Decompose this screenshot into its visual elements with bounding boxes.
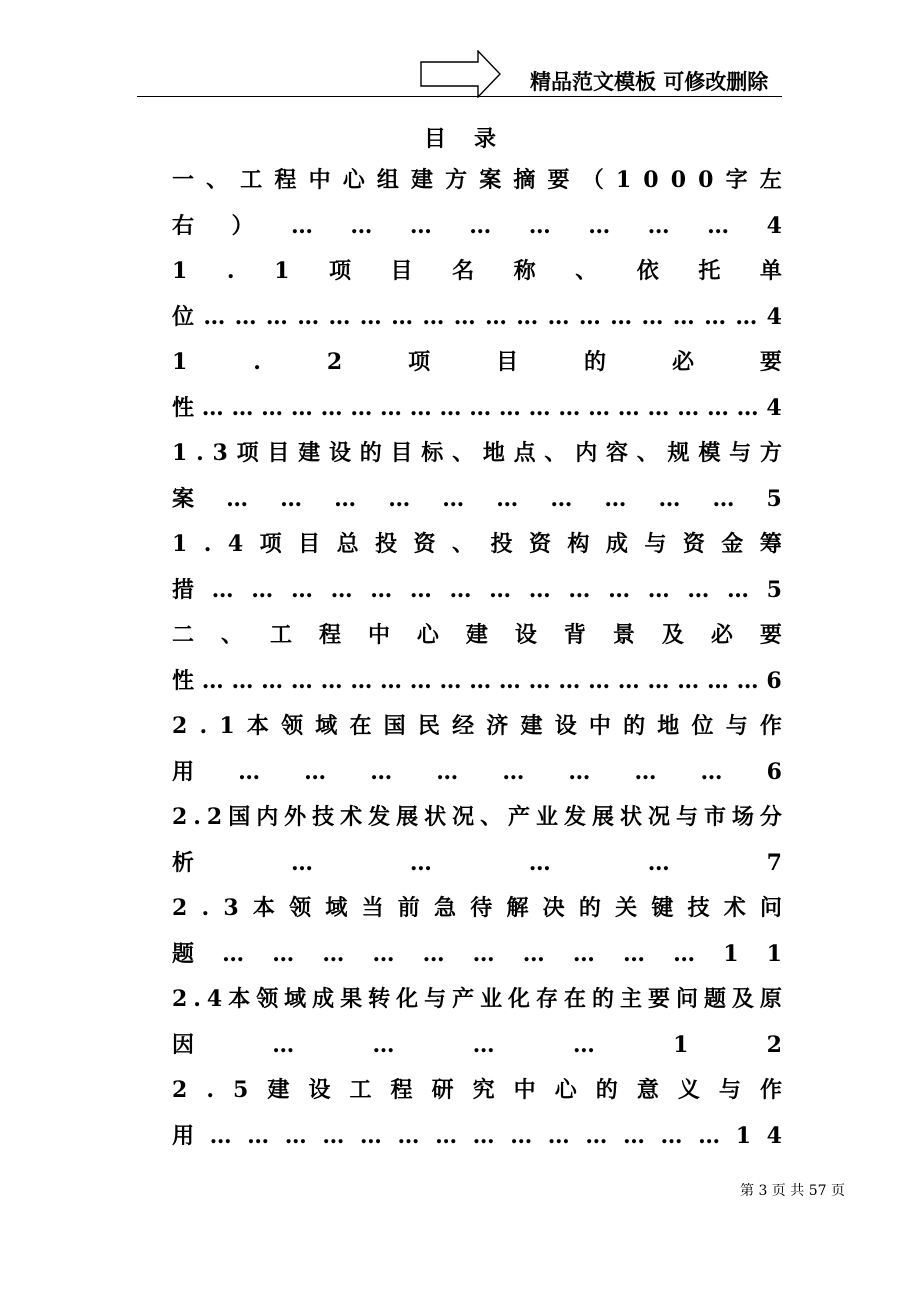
toc-line-text: 2 . 5 建 设 工 程 研 究 中 心 的 意 义 与 作 [172,1077,782,1103]
table-of-contents [172,158,782,1159]
toc-line-text: 措 … … … … … … … … … … … … … … 5 [172,576,782,603]
toc-line-text: 析 … … … … 7 [172,849,782,876]
toc-line[interactable] [172,613,782,659]
toc-line-text: 2 . 3 本 领 域 当 前 急 待 解 决 的 关 键 技 术 问 [172,895,782,921]
toc-line-text: 题 … … … … … … … … … … 1 1 [172,940,782,967]
toc-line-text: 用 … … … … … … … … 6 [172,758,782,785]
toc-line-text: 1 . 4 项 目 总 投 资 、 投 资 构 成 与 资 金 筹 [172,531,782,557]
header-title: 精品范文模板 可修改删除 [530,70,769,94]
toc-line[interactable] [172,886,782,932]
toc-line-text: 用 … … … … … … … … … … … … … … 1 4 [172,1122,782,1149]
toc-line-text: 性 … … … … … … … … … … … … … … … … … … … 6 [172,667,782,694]
toc-line[interactable] [172,249,782,295]
toc-line-text: 因 … … … … 1 2 [172,1031,782,1058]
toc-line[interactable] [172,704,782,750]
toc-line-text: 1 . 2 项 目 的 必 要 [172,349,782,375]
toc-line-text: 1 . 3 项 目 建 设 的 目 标 、 地 点 、 内 容 、 规 模 与 方 [172,440,782,466]
page-footer: 第 3 页 共 57 页 [740,1183,845,1199]
toc-line[interactable] [172,1023,782,1069]
toc-line[interactable] [172,522,782,568]
toc-line[interactable] [172,659,782,705]
toc-line[interactable] [172,204,782,250]
toc-line-text: 性 … … … … … … … … … … … … … … … … … … … 4 [172,394,782,421]
toc-line-text: 1 . 1 项 目 名 称 、 依 托 单 [172,258,782,284]
toc-line-text: 一 、 工 程 中 心 组 建 方 案 摘 要 （ 1 0 0 0 字 左 [172,167,782,193]
toc-line-text: 2 . 4 本 领 域 成 果 转 化 与 产 业 化 存 在 的 主 要 问 题 及 原 [172,986,782,1012]
toc-title-text: 目录 [423,126,524,152]
header-rule [137,96,782,97]
toc-line-text: 2 . 1 本 领 域 在 国 民 经 济 建 设 中 的 地 位 与 作 [172,713,782,739]
toc-line-text: 案 … … … … … … … … … … 5 [172,485,782,512]
toc-line-text: 2 . 2 国 内 外 技 术 发 展 状 况 、 产 业 发 展 状 况 与 市 场 分 [172,804,782,830]
toc-line[interactable] [172,431,782,477]
toc-line-text: 右 ） … … … … … … … … 4 [172,212,782,239]
toc-line-text: 位 … … … … … … … … … … … … … … … … … … 4 [172,303,782,330]
toc-line-text: 二 、 工 程 中 心 建 设 背 景 及 必 要 [172,622,782,648]
toc-title [0,122,920,153]
toc-line[interactable] [172,568,782,614]
toc-line[interactable] [172,750,782,796]
toc-line[interactable] [172,795,782,841]
toc-line[interactable] [172,932,782,978]
toc-line[interactable] [172,841,782,887]
toc-line[interactable] [172,477,782,523]
toc-line[interactable] [172,977,782,1023]
toc-line[interactable] [172,340,782,386]
toc-line[interactable] [172,386,782,432]
toc-line[interactable] [172,1068,782,1114]
toc-line[interactable] [172,295,782,341]
right-arrow-icon [420,50,502,98]
toc-line[interactable] [172,1114,782,1160]
toc-line[interactable] [172,158,782,204]
